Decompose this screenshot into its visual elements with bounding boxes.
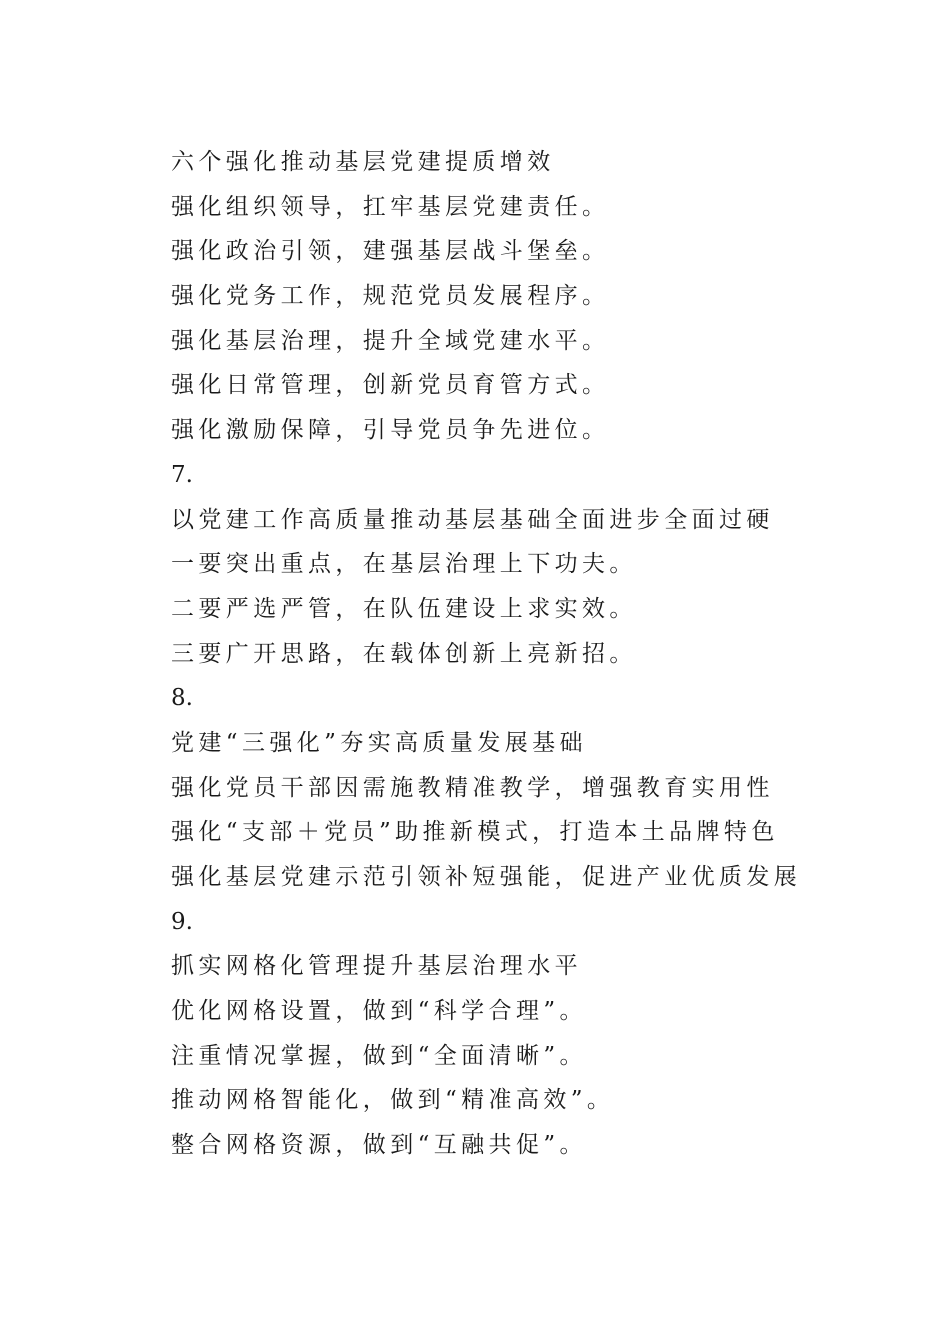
text-line: 注重情况掌握，做到“全面清晰”。	[171, 1042, 587, 1069]
text-line: 强化党务工作，规范党员发展程序。	[171, 283, 610, 310]
text-line: 推动网格智能化，做到“精准高效”。	[171, 1087, 615, 1114]
text-line: 整合网格资源，做到“互融共促”。	[171, 1132, 587, 1159]
text-line: 强化党员干部因需施教精准教学，增强教育实用性	[171, 774, 774, 801]
section-number: 9.	[171, 908, 193, 935]
text-line: 强化基层治理，提升全域党建水平。	[171, 327, 610, 354]
text-line: 二要严选严管，在队伍建设上求实效。	[171, 595, 637, 622]
text-line: 一要突出重点，在基层治理上下功夫。	[171, 551, 637, 578]
text-line: 强化日常管理，创新党员育管方式。	[171, 372, 610, 399]
text-line: 强化激励保障，引导党员争先进位。	[171, 417, 610, 444]
text-line: 强化“支部＋党员”助推新模式，打造本土品牌特色	[171, 819, 779, 846]
section-title: 六个强化推动基层党建提质增效	[171, 149, 555, 175]
section-title: 以党建工作高质量推动基层基础全面进步全面过硬	[171, 506, 774, 533]
text-line: 强化基层党建示范引领补短强能，促进产业优质发展	[171, 864, 802, 890]
text-line: 强化政治引领，建强基层战斗堡垒。	[171, 238, 610, 265]
document-body	[171, 140, 871, 1168]
text-line: 三要广开思路，在载体创新上亮新招。	[171, 640, 637, 667]
text-line: 优化网格设置，做到“科学合理”。	[171, 998, 587, 1025]
text-line: 强化组织领导，扛牢基层党建责任。	[171, 193, 610, 220]
section-number: 7.	[171, 461, 193, 488]
section-title: 党建“三强化”夯实高质量发展基础	[171, 729, 587, 756]
section-title: 抓实网格化管理提升基层治理水平	[171, 953, 582, 980]
section-number: 8.	[171, 685, 193, 712]
